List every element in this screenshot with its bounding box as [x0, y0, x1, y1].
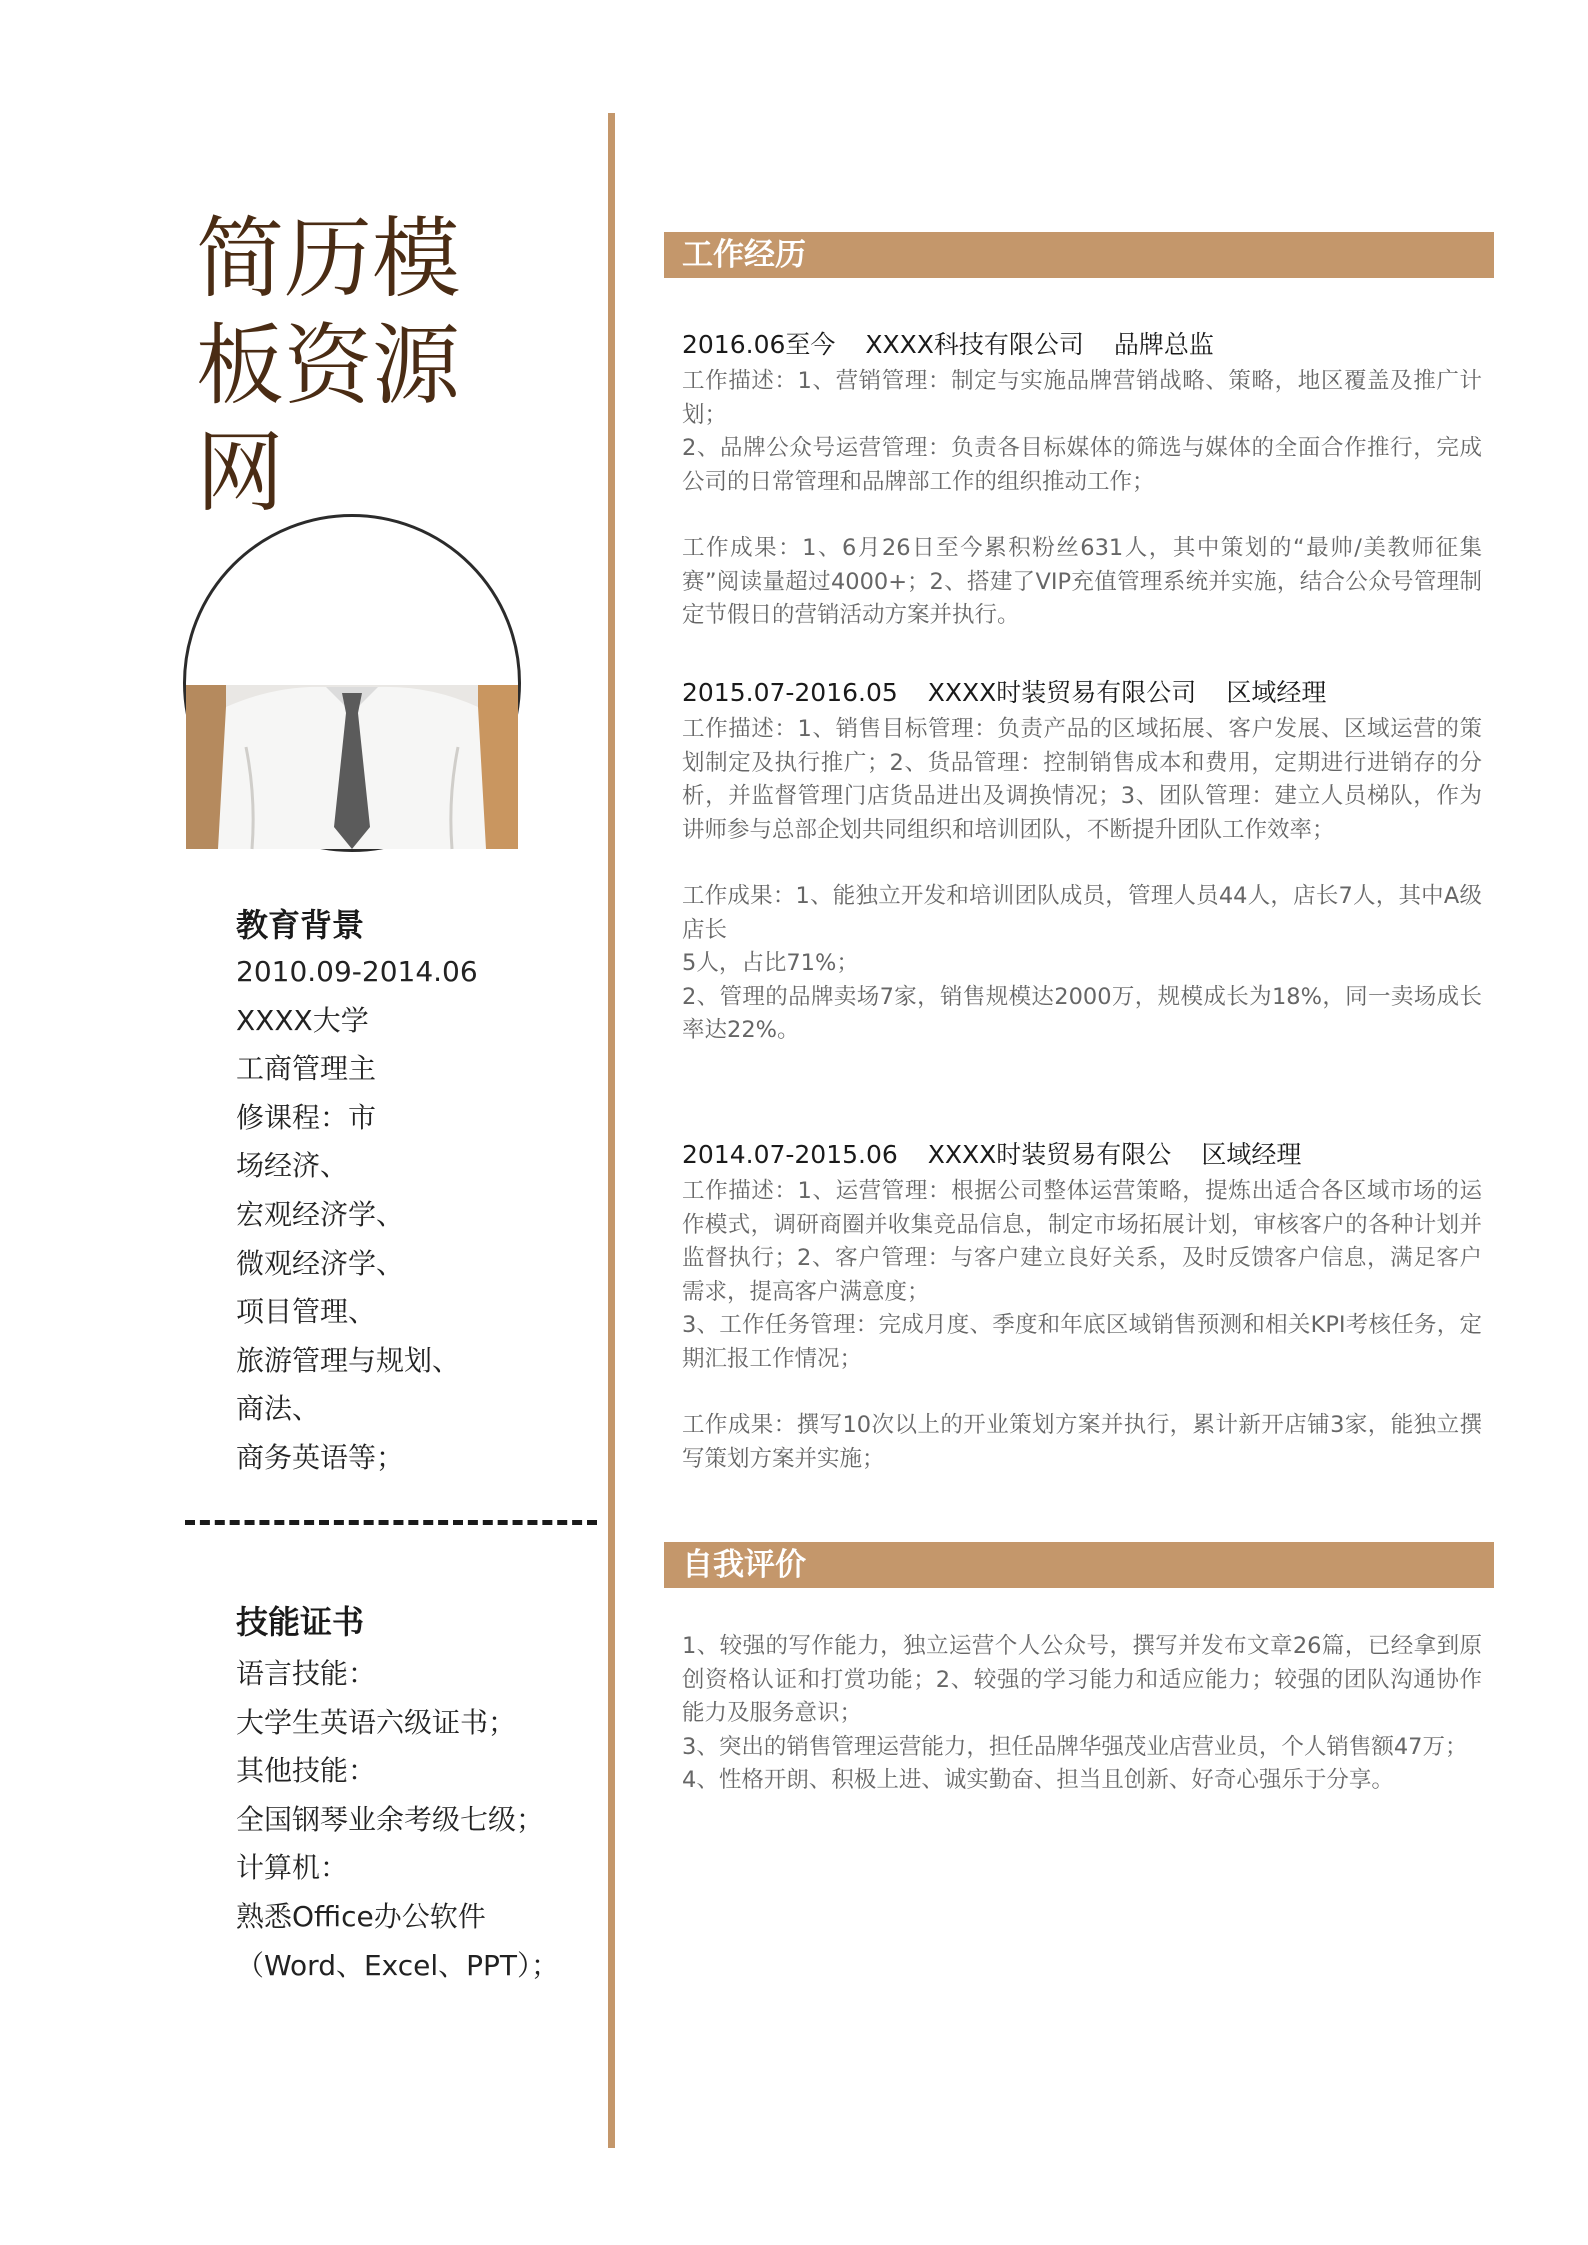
job-entry	[682, 325, 1482, 633]
education-line: 商务英语等；	[236, 1440, 405, 1474]
job-entry	[682, 673, 1482, 1048]
job-result: 工作成果：1、6月26日至今累积粉丝631人，其中策划的“最帅/美教师征集赛”阅读量超过4000+；2、搭建了VIP充值管理系统并实施，结合公众号管理制定节假日的营销活动方案并执行。	[682, 535, 1482, 628]
job-description: 工作描述：1、销售目标管理：负责产品的区域拓展、客户发展、区域运营的策划制定及执行推广；2、货品管理：控制销售成本和费用，定期进行进销存的分析，并监督管理门店货品进出及调换情况；3、团队管理：建立人员梯队，作为讲师参与总部企划共同组织和培训团队，不断提升团队工作效率；	[682, 716, 1482, 843]
job-period: 2016.06至今	[682, 330, 836, 359]
job-position: 区域经理	[1201, 1140, 1302, 1169]
skills-list	[236, 1650, 576, 1990]
job-result: 2、管理的品牌卖场7家，销售规模达2000万，规模成长为18%，同一卖场成长率达22%。	[682, 983, 1482, 1043]
education-line: 旅游管理与规划、	[236, 1343, 461, 1377]
job-position: 区域经理	[1226, 678, 1327, 707]
skill-line: 计算机：	[236, 1851, 349, 1885]
education-line: 项目管理、	[236, 1295, 377, 1329]
job-company: XXXX科技有限公司	[865, 330, 1084, 359]
job-header	[682, 325, 1482, 365]
job-company: XXXX时装贸易有限公司	[927, 678, 1197, 707]
self-evaluation-line: 1、较强的写作能力，独立运营个人公众号，撰写并发布文章26篇，已经拿到原创资格认证和打赏功能；2、较强的学习能力和适应能力；较强的团队沟通协作能力及服务意识；	[682, 1633, 1482, 1726]
education-heading: 教育背景	[236, 906, 365, 944]
job-position: 品牌总监	[1113, 330, 1214, 359]
education-line: 修课程：市	[236, 1100, 377, 1134]
self-evaluation	[682, 1630, 1482, 1798]
self-evaluation-line: 4、性格开朗、积极上进、诚实勤奋、担当且创新、好奇心强乐于分享。	[682, 1767, 1394, 1793]
job-period: 2014.07-2015.06	[682, 1140, 898, 1169]
education-line: 宏观经济学、	[236, 1197, 405, 1231]
education-line: 商法、	[236, 1392, 321, 1426]
job-header	[682, 673, 1482, 713]
skill-line: 熟悉Office办公软件	[236, 1899, 486, 1933]
skill-line: （Word、Excel、PPT）；	[236, 1948, 560, 1982]
work-experience-heading: 工作经历	[664, 232, 1494, 278]
column-divider	[608, 113, 615, 2148]
section-divider	[185, 1520, 597, 1525]
education-line: 微观经济学、	[236, 1246, 405, 1280]
job-result: 5人，占比71%；	[682, 950, 859, 976]
person-photo-icon	[186, 517, 518, 849]
self-evaluation-heading: 自我评价	[664, 1542, 1494, 1588]
job-period: 2015.07-2016.05	[682, 678, 898, 707]
education-line: 2010.09-2014.06	[236, 955, 478, 988]
job-header	[682, 1135, 1482, 1175]
skill-line: 其他技能：	[236, 1754, 377, 1788]
education-line: XXXX大学	[236, 1003, 369, 1037]
education-line: 场经济、	[236, 1149, 349, 1183]
job-result: 工作成果：1、能独立开发和培训团队成员，管理人员44人，店长7人，其中A级店长	[682, 883, 1482, 943]
skill-line: 语言技能：	[236, 1657, 377, 1690]
self-evaluation-line: 3、突出的销售管理运营能力，担任品牌华强茂业店营业员，个人销售额47万；	[682, 1733, 1468, 1760]
education-line: 工商管理主	[236, 1052, 377, 1086]
job-result: 工作成果：撰写10次以上的开业策划方案并执行，累计新开店铺3家，能独立撰写策划方案并实施；	[682, 1412, 1482, 1472]
skill-line: 全国钢琴业余考级七级；	[236, 1802, 545, 1836]
profile-photo	[183, 514, 521, 852]
skill-line: 大学生英语六级证书；	[236, 1705, 517, 1739]
skills-heading: 技能证书	[236, 1603, 365, 1641]
job-company: XXXX时装贸易有限公	[927, 1140, 1172, 1169]
education-list	[236, 948, 576, 1483]
job-description: 2、品牌公众号运营管理：负责各目标媒体的筛选与媒体的全面合作推行，完成公司的日常管理和品牌部工作的组织推动工作；	[682, 435, 1482, 495]
job-description: 工作描述：1、营销管理：制定与实施品牌营销战略、策略，地区覆盖及推广计划；	[682, 368, 1482, 428]
job-description: 工作描述：1、运营管理：根据公司整体运营策略，提炼出适合各区域市场的运作模式，调研商圈并收集竞品信息，制定市场拓展计划，审核客户的各种计划并监督执行；2、客户管理：与客户建立良好关系，及时反馈客户信息，满足客户需求，提高客户满意度；	[682, 1178, 1482, 1305]
job-entry	[682, 1135, 1482, 1476]
job-description: 3、工作任务管理：完成月度、季度和年底区域销售预测和相关KPI考核任务，定期汇报工作情况；	[682, 1312, 1482, 1372]
resume-title: 简历模板资源网	[196, 207, 461, 524]
